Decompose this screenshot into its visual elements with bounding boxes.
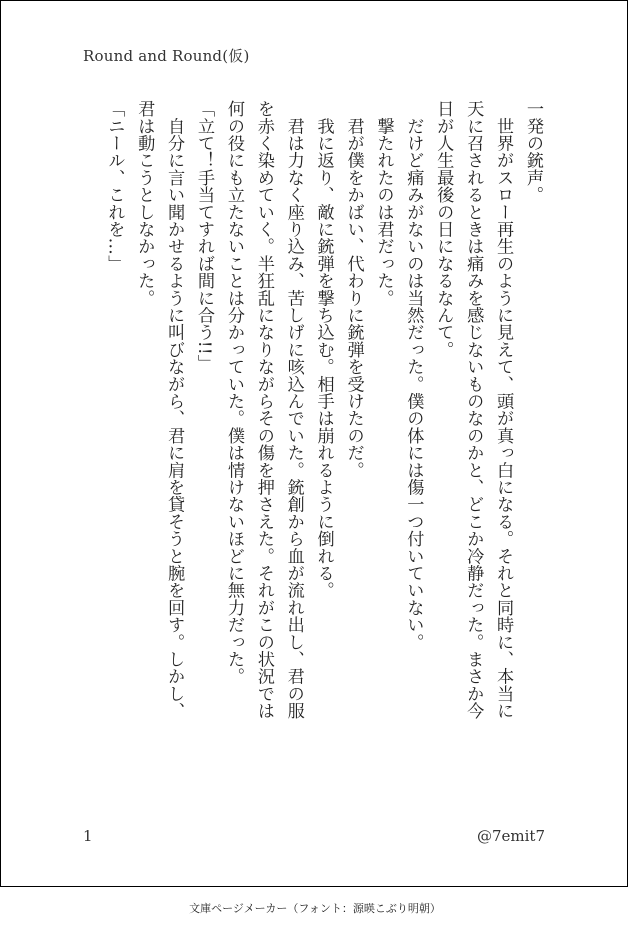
- text-line: 「立て！手当てすれば間に合う!!」: [194, 100, 215, 372]
- text-line: 君は力なく座り込み、苦しげに咳込んでいた。銃創から血が流れ出し、君の服: [283, 100, 304, 720]
- generator-caption: 文庫ページメーカー（フォント：源暎こぶり明朝）: [189, 902, 441, 915]
- text-line: を赤く染めていく。半狂乱になりながらその傷を押さえた。それがこの状況では: [253, 100, 274, 720]
- page-number: 1: [83, 827, 93, 845]
- text-line: 一発の銃声。: [523, 100, 543, 204]
- text-line: 世界がスロー再生のように見えて、頭が真っ白になる。それと同時に、本当に: [493, 100, 514, 720]
- text-line: 「ニール、これを…」: [104, 100, 125, 272]
- text-line: 何の役にも立たないことは分かっていた。僕は情けないほどに無力だった。: [223, 100, 244, 685]
- author-handle: @7emit7: [476, 827, 545, 845]
- text-line: だけど痛みがないのは当然だった。僕の体には傷一つ付いていない。: [403, 100, 424, 651]
- text-line: 自分に言い聞かせるように叫びながら、君に肩を貸そうと腕を回す。しかし、: [164, 100, 185, 720]
- vertical-text-body: [98, 100, 547, 820]
- text-line: 撃たれたのは君だった。: [373, 100, 394, 307]
- text-line: 我に返り、敵に銃弾を撃ち込む。相手は崩れるように倒れる。: [313, 100, 334, 599]
- text-line: 天に召されるときは痛みを感じないものなのかと、どこか冷静だった。まさか今: [463, 100, 484, 720]
- text-line: 君が僕をかばい、代わりに銃弾を受けたのだ。: [343, 100, 364, 479]
- text-line: 日が人生最後の日になるなんて。: [433, 100, 454, 358]
- text-line: 君は動こうとしなかった。: [134, 100, 155, 307]
- page-title: Round and Round(仮): [83, 47, 250, 65]
